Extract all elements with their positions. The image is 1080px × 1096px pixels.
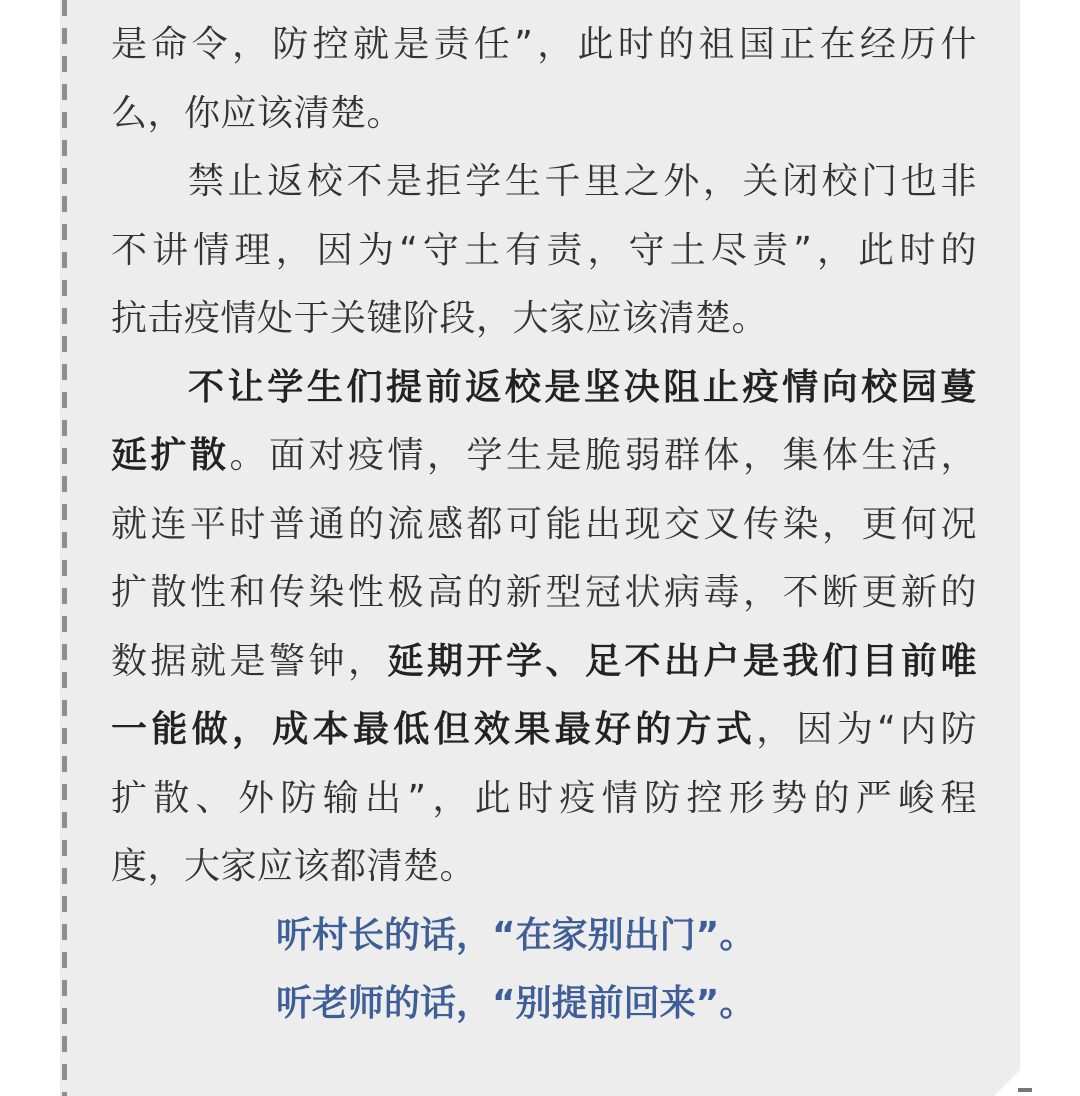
- article-body: [111, 11, 977, 1039]
- text-line: 不讲情理，因为“守土有责，守土尽责”，此时的: [111, 229, 977, 271]
- plain-text: 数据就是警钟，: [111, 640, 388, 682]
- paragraph-2: [111, 148, 977, 354]
- dashed-border: [62, 0, 67, 1096]
- text-line: [111, 628, 977, 697]
- bold-text: 延扩散: [111, 435, 230, 476]
- text-line: 禁止返校不是拒学生千里之外，关闭校门也非: [188, 161, 977, 202]
- text-line: 扩散性和传染性极高的新型冠状病毒，不断更新的: [111, 572, 977, 613]
- text-line: [111, 354, 977, 423]
- text-line: [111, 696, 977, 765]
- bold-text: 一能做，成本最低但效果最好的方式: [111, 709, 757, 750]
- slogan-line: 听老师的话，“别提前回来”。: [276, 983, 756, 1024]
- paragraph-1: [111, 11, 977, 148]
- bold-text: 延期开学、足不出户是我们目前唯: [387, 640, 977, 682]
- page-corner-fold: [994, 1070, 1020, 1096]
- slogans: [111, 902, 977, 1039]
- bold-text: 不让学生们提前返校是坚决阻止疫情向校园蔓: [188, 366, 977, 408]
- plain-text: 。面对疫情，学生是脆弱群体，集体生活，: [229, 435, 977, 476]
- text-line: 就连平时普通的流感都可能出现交叉传染，更何况: [111, 503, 977, 545]
- text-line: [111, 422, 977, 491]
- corner-mark: [1018, 1088, 1032, 1092]
- text-line: 抗击疫情处于关键阶段，大家应该清楚。: [111, 298, 769, 339]
- text-line: 扩散、外防输出”，此时疫情防控形势的严峻程: [111, 777, 977, 819]
- text-line: 度，大家应该都清楚。: [111, 846, 477, 887]
- plain-text: ，因为“内防: [756, 709, 977, 750]
- slogan-line: 听村长的话，“在家别出门”。: [276, 914, 756, 956]
- text-line: 么，你应该清楚。: [111, 92, 404, 134]
- paragraph-3: [111, 354, 977, 902]
- text-line: 是命令，防控就是责任”，此时的祖国正在经历什: [111, 24, 977, 65]
